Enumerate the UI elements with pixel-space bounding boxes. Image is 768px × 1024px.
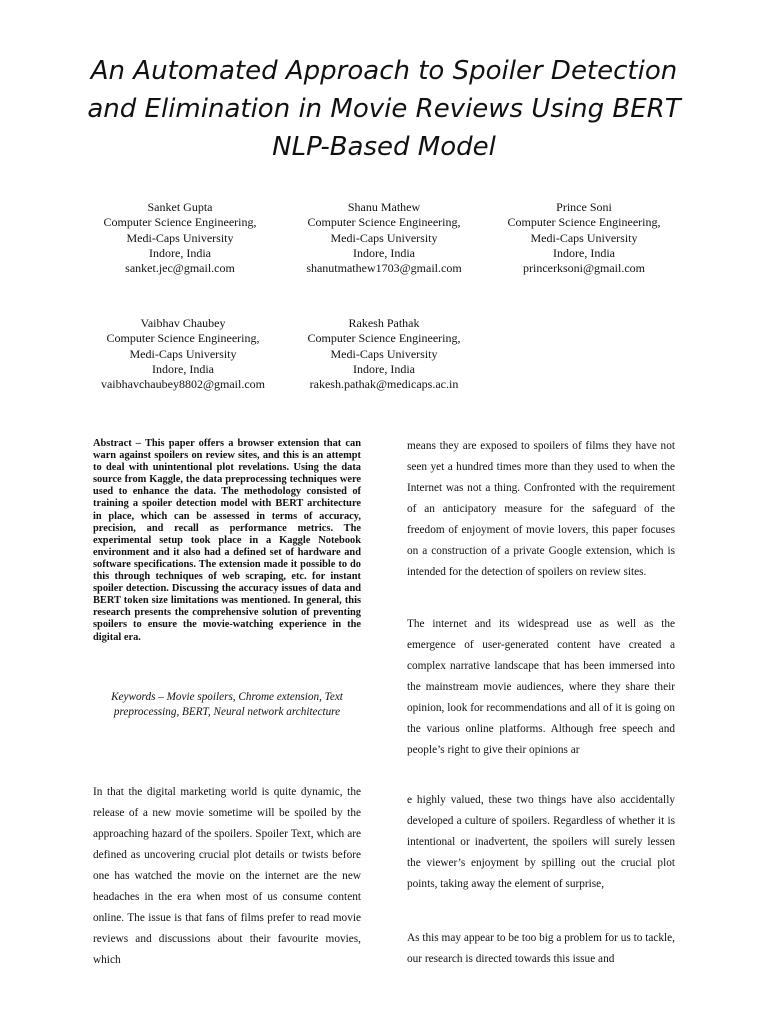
author-block-5 — [284, 316, 484, 392]
paragraph-text: e highly valued, these two things have also accidentally developed a culture of spoilers. Regardless of whether it is intentional or inadvertent, the spoilers will surely lessen the viewer’s enjoyment by spilling out the crucial plot points, taking away the element of surprise, — [407, 794, 675, 890]
title-line-3: NLP-Based Model — [272, 132, 496, 162]
paper-title — [0, 52, 768, 166]
author-name: Sanket Gupta — [147, 200, 213, 214]
author-dept: Computer Science Engineering, — [307, 331, 461, 346]
author-name: Vaibhav Chaubey — [140, 316, 226, 330]
intro-paragraph-2 — [407, 436, 675, 583]
author-name: Prince Soni — [556, 200, 612, 214]
author-block-2 — [284, 200, 484, 276]
paragraph-text: means they are exposed to spoilers of films they have not seen yet a hundred times more than they used to when the Internet was not a thing. Confronted with the requirement of an anticipatory measure for the safeguard of the freedom of enjoyment of movie lovers, this paper focuses on a construction of a private Google extension, which is intended for the detection of spoilers on review sites. — [407, 440, 675, 578]
intro-paragraph-3 — [407, 614, 675, 761]
author-location: Indore, India — [553, 245, 615, 260]
author-univ: Medi-Caps University — [330, 346, 438, 361]
author-dept: Computer Science Engineering, — [507, 215, 661, 230]
paragraph-text: As this may appear to be too big a problem for us to tackle, our research is directed towards this issue and — [407, 932, 675, 965]
author-location: Indore, India — [353, 245, 415, 260]
paragraph-text: In that the digital marketing world is quite dynamic, the release of a new movie sometime will be spoiled by the approaching hazard of the spoilers. Spoiler Text, which are defined as uncovering crucial plot details or twists before one has watched the movie on the internet are the new headaches in the era when most of us consume content online. The issue is that fans of films prefer to read movie reviews and discussions about their favourite movies, which — [93, 786, 361, 966]
author-dept: Computer Science Engineering, — [307, 215, 461, 230]
author-univ: Medi-Caps University — [129, 346, 237, 361]
author-univ: Medi-Caps University — [126, 230, 234, 245]
author-email: sanket.jec@gmail.com — [125, 261, 235, 276]
author-univ: Medi-Caps University — [530, 230, 638, 245]
intro-paragraph-5 — [407, 928, 675, 970]
title-line-1: An Automated Approach to Spoiler Detection — [90, 56, 678, 86]
author-location: Indore, India — [353, 361, 415, 376]
author-email: princerksoni@gmail.com — [522, 261, 646, 276]
author-block-1 — [80, 200, 280, 276]
author-name: Shanu Mathew — [347, 200, 421, 214]
author-dept: Computer Science Engineering, — [106, 331, 260, 346]
paragraph-text: The internet and its widespread use as well as the emergence of user-generated content have created a complex narrative landscape that has been immersed into the mainstream movie audiences, where they share their opinion, look for recommendations and all of it is going on the various online platforms. Although free speech and people’s right to give their opinions ar — [407, 618, 675, 756]
author-email: rakesh.pathak@medicaps.ac.in — [309, 377, 459, 392]
author-dept: Computer Science Engineering, — [103, 215, 257, 230]
title-line-2: and Elimination in Movie Reviews Using BERT — [87, 94, 681, 124]
author-name: Rakesh Pathak — [348, 316, 420, 330]
author-location: Indore, India — [149, 245, 211, 260]
author-block-4 — [80, 316, 286, 392]
author-email: vaibhavchaubey8802@gmail.com — [100, 377, 265, 392]
intro-paragraph-4 — [407, 790, 675, 895]
author-email: shanutmathew1703@gmail.com — [306, 261, 462, 276]
author-block-3 — [484, 200, 684, 276]
keywords: Keywords – Movie spoilers, Chrome extension, Text preprocessing, BERT, Neural network architecture — [111, 691, 343, 718]
author-univ: Medi-Caps University — [330, 230, 438, 245]
author-location: Indore, India — [152, 361, 214, 376]
intro-paragraph-1 — [93, 782, 361, 971]
abstract: Abstract – This paper offers a browser extension that can warn against spoilers on review sites, and this is an attempt to deal with unintentional plot revelations. Using the data source from Kaggle, the data preprocessing techniques were used to enhance the data. The methodology consisted of training a spoiler detection model with BERT architecture in place, which can be assessed in terms of accuracy, precision, and recall as performance metrics. The experimental setup took place in a Kaggle Notebook environment and it also had a defined set of hardware and software specifications. The extension made it possible to do this through techniques of web scraping, etc. for instant spoiler detection. Discussing the accuracy issues of data and BERT token size limitations was mentioned. In general, this research presents the comprehensive solution of preventing spoilers to ensure the movie-watching experience in the digital era. — [93, 438, 361, 643]
